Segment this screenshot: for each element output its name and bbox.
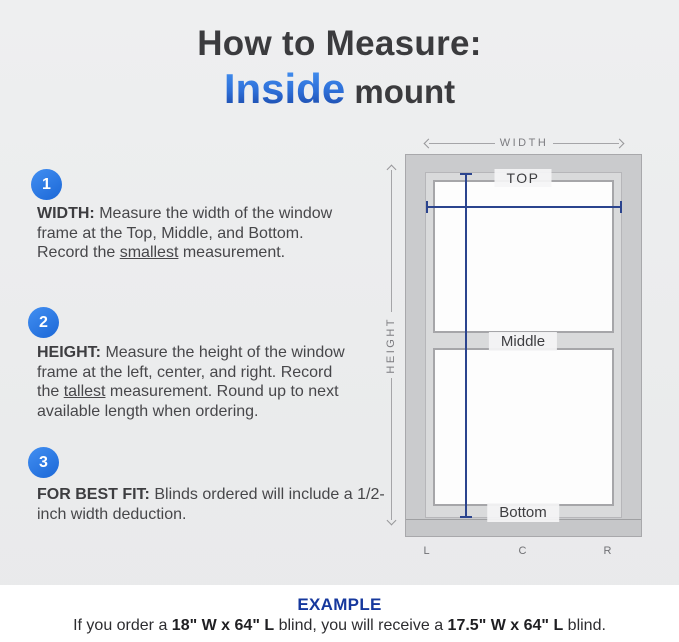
arrow-left-icon [424,138,434,148]
example-part-3: blind. [563,617,606,634]
example-received-size: 17.5" W x 64" L [447,617,564,634]
window-bottom-sash [433,348,614,506]
width-measure-line [426,206,622,208]
step-2-text [37,343,352,421]
label-top: TOP [494,169,551,187]
example-part-2: blind, you will receive a [274,617,448,634]
step-1-underlined-word: smallest [119,244,179,261]
arrow-line [429,143,495,144]
step-2-underlined-word: tallest [63,383,106,400]
example-text [0,617,679,635]
title-highlight: Inside [223,65,346,112]
height-measure-line [465,173,467,518]
width-dimension-label: WIDTH [499,137,549,149]
step-1-badge: 1 [31,169,62,200]
arrow-down-icon [386,516,396,526]
width-arrow [425,137,623,149]
marker-center: C [518,545,528,557]
window-measure-diagram [380,130,675,575]
step-2-body-after: measurement. Round up to next available length when ordering. [37,383,339,420]
example-section [0,585,679,642]
height-dimension-label: HEIGHT [385,316,397,374]
title-line-1: How to Measure: [197,24,482,63]
marker-left: L [423,545,431,557]
step-3-label: FOR BEST FIT: [37,486,150,503]
step-3-body: Blinds ordered will include a 1/2-inch width deduction. [37,486,385,523]
step-1-body: Measure the width of the window frame at the Top, Middle, and Bottom. Record the [37,205,333,261]
step-2-badge: 2 [28,307,59,338]
title-line-2 [0,65,679,113]
example-ordered-size: 18" W x 64" L [171,617,275,634]
arrow-up-icon [386,165,396,175]
page-title [0,24,679,113]
title-rest: mount [345,73,456,110]
step-2-body: Measure the height of the window frame at the left, center, and right. Record the [37,344,345,400]
label-middle: Middle [489,332,557,351]
step-1-text [37,204,339,263]
arrow-right-icon [615,138,625,148]
window-top-sash [433,180,614,333]
arrow-line [391,170,392,312]
marker-right: R [603,545,613,557]
arrow-line [391,378,392,520]
height-arrow [384,166,398,524]
example-heading: EXAMPLE [297,595,382,614]
arrow-line [553,143,619,144]
step-3-badge: 3 [28,447,59,478]
step-3-text [37,485,387,524]
step-1-body-after: measurement. [178,244,286,261]
example-part-1: If you order a [73,617,172,634]
step-1-label: WIDTH: [37,205,95,222]
label-bottom: Bottom [487,503,559,522]
step-2-label: HEIGHT: [37,344,101,361]
